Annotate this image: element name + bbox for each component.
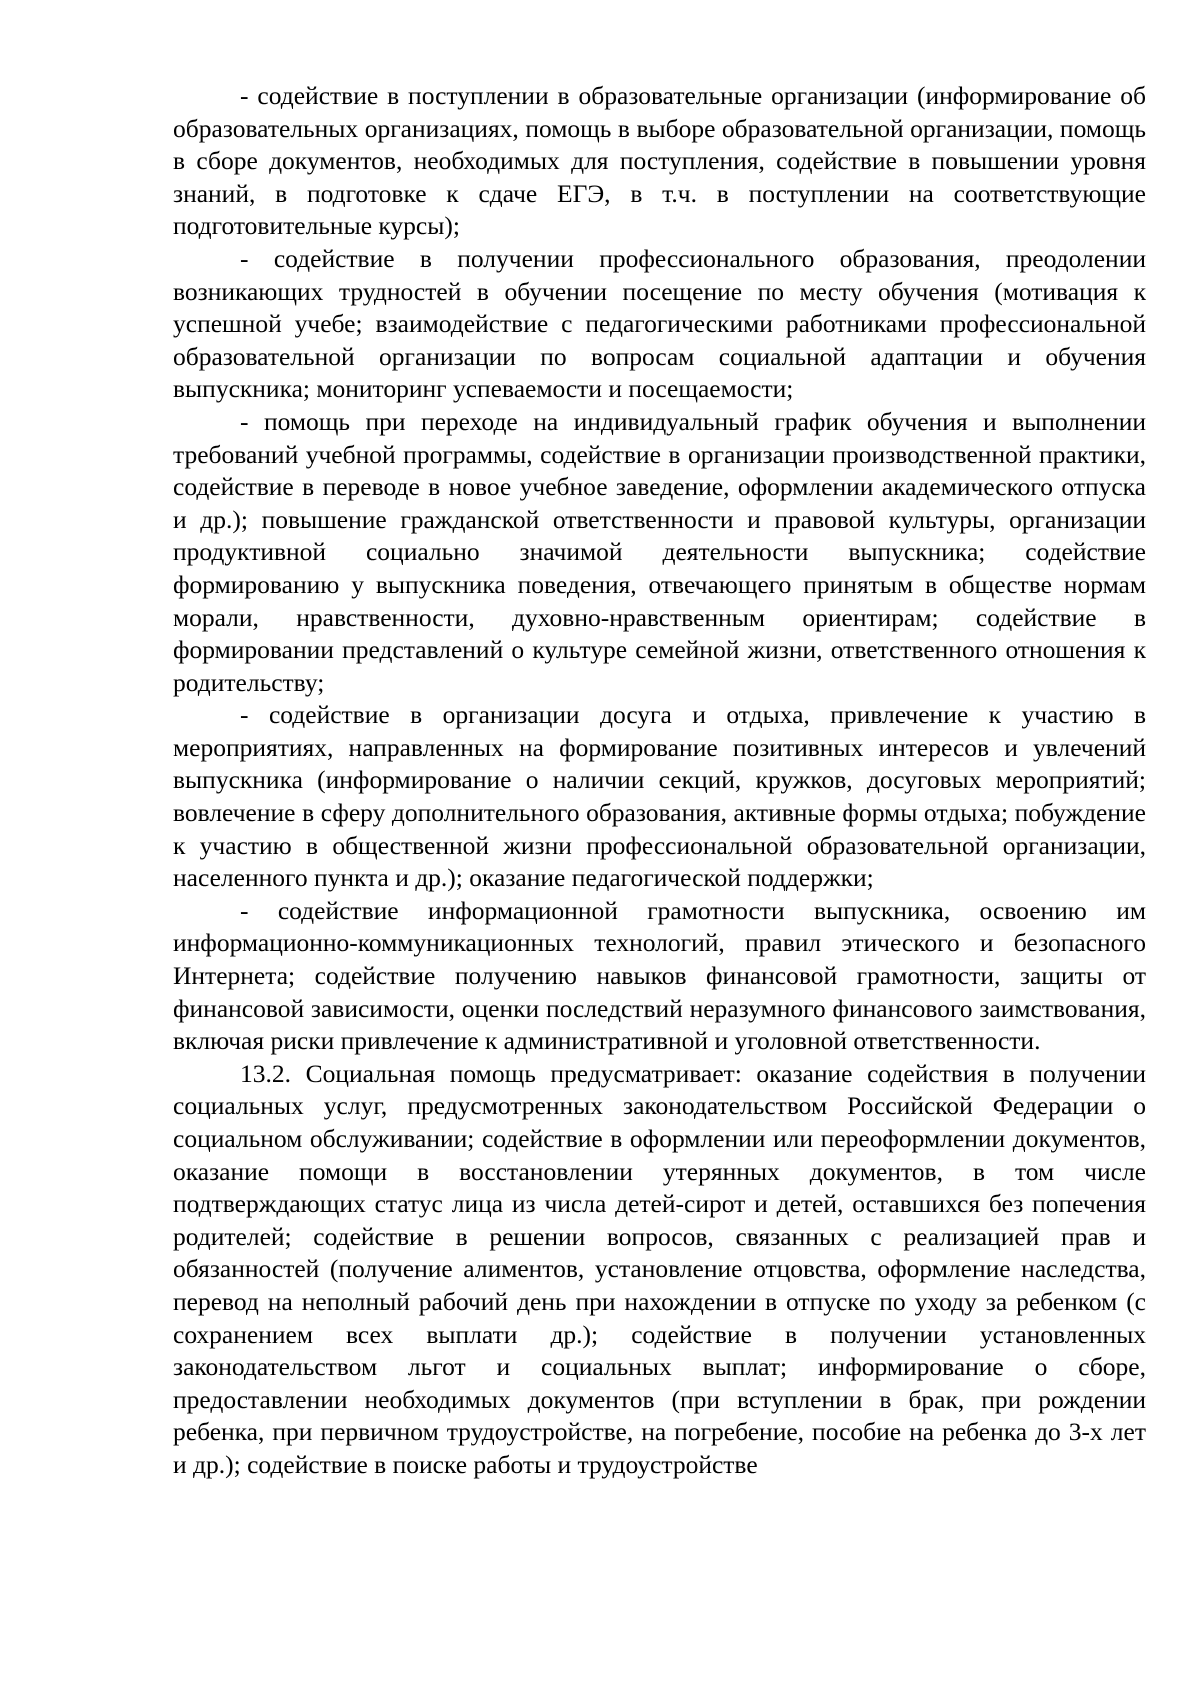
paragraph-information-literacy: - содействие информационной грамотности выпускника, освоению им информационно-коммуникационных технологий, правил этического и безопасного Интернета; содействие получению навыков финансовой грамотности, защиты от финансовой зависимости, оценки последствий неразумного финансового заимствования, включая риски привлечение к административной и уголовной ответственности. [173, 895, 1146, 1056]
paragraph-professional-education: - содействие в получении профессионального образования, преодолении возникающих трудностей в обучении посещение по месту обучения (мотивация к успешной учебе; взаимодействие с педагогическими работниками профессиональной образовательной организации по вопросам социальной адаптации и обучения выпускника; мониторинг успеваемости и посещаемости; [173, 243, 1146, 404]
document-body [173, 80, 1146, 1482]
paragraph-study-schedule-help: - помощь при переходе на индивидуальный график обучения и выполнении требований учебной программы, содействие в организации производственной практики, содействие в переводе в новое учебное заведение, оформлении академического отпуска и др.); повышение гражданской ответственности и правовой культуры, организации продуктивной социально значимой деятельности выпускника; содействие формированию у выпускника поведения, отвечающего принятым в обществе нормам морали, нравственности, духовно-нравственным ориентирам; содействие в формировании представлений о культуре семейной жизни, ответственного отношения к родительству; [173, 406, 1146, 697]
paragraph-leisure-organization: - содействие в организации досуга и отдыха, привлечение к участию в мероприятиях, направленных на формирование позитивных интересов и увлечений выпускника (информирование о наличии секций, кружков, досуговых мероприятий; вовлечение в сферу дополнительного образования, активные формы отдыха; побуждение к участию в общественной жизни профессиональной образовательной организации, населенного пункта и др.); оказание педагогической поддержки; [173, 700, 1146, 893]
paragraph-social-help: 13.2. Социальная помощь предусматривает: оказание содействия в получении социальных услуг, предусмотренных законодательством Российской Федерации о социальном обслуживании; содействие в оформлении или переоформлении документов, оказание помощи в восстановлении утерянных документов, в том числе подтверждающих статус лица из числа детей-сирот и детей, оставшихся без попечения родителей; содействие в решении вопросов, связанных с реализацией прав и обязанностей (получение алиментов, установление отцовства, оформление наследства, перевод на неполный рабочий день при нахождении в отпуске по уходу за ребенком (с сохранением всех выплати др.); содействие в получении установленных законодательством льгот и социальных выплат; информирование о сборе, предоставлении необходимых документов (при вступлении в брак, при рождении ребенка, при первичном трудоустройстве, на погребение, пособие на ребенка до 3-х лет и др.); содействие в поиске работы и трудоустройстве [173, 1058, 1146, 1479]
paragraph-admission-assistance: - содействие в поступлении в образовательные организации (информирование об образовательных организациях, помощь в выборе образовательной организации, помощь в сборе документов, необходимых для поступления, содействие в повышении уровня знаний, в подготовке к сдаче ЕГЭ, в т.ч. в поступлении на соответствующие подготовительные курсы); [173, 81, 1146, 241]
